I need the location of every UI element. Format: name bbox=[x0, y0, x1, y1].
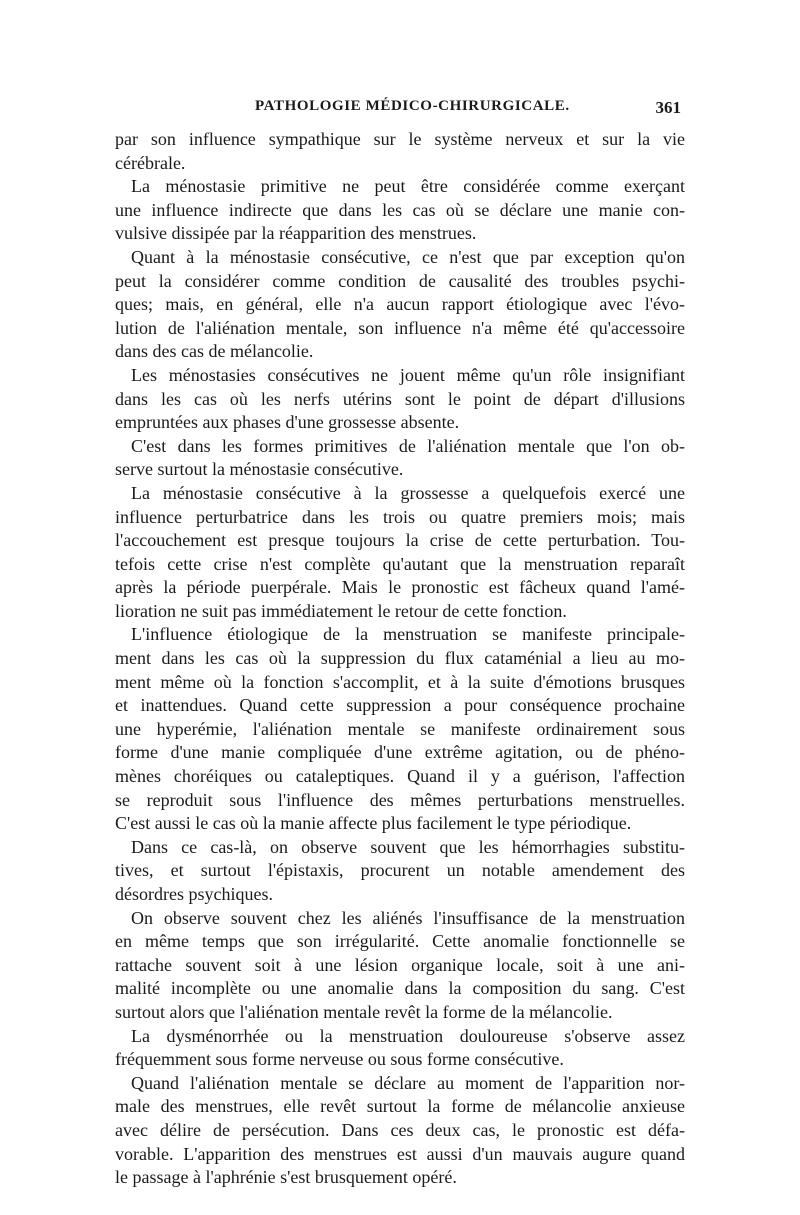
text-line: male des menstrues, elle revêt surtout la forme de mélancolie anxieuse bbox=[115, 1096, 685, 1117]
text-line: C'est dans les formes primitives de l'aliénation mentale que l'on ob- bbox=[131, 435, 685, 456]
text-line: La ménostasie primitive ne peut être considérée comme exerçant bbox=[131, 176, 685, 197]
text-line: ques; mais, en général, elle n'a aucun rapport étiologique avec l'évo- bbox=[115, 294, 685, 315]
text-line: Les ménostasies consécutives ne jouent même qu'un rôle insignifiant bbox=[131, 364, 685, 385]
text-line: ment même où la fonction s'accomplit, et à la suite d'émotions brusques bbox=[115, 671, 685, 692]
text-line: avec délire de persécution. Dans ces deux cas, le pronostic est défa- bbox=[115, 1119, 685, 1140]
text-line: vulsive dissipée par la réapparition des menstrues. bbox=[115, 223, 477, 244]
text-line: lioration ne suit pas immédiatement le retour de cette fonction. bbox=[115, 600, 567, 621]
running-title: PATHOLOGIE MÉDICO-CHIRURGICALE. bbox=[255, 98, 570, 114]
text-line: mènes choréiques ou cataleptiques. Quand il y a guérison, l'affection bbox=[115, 766, 685, 787]
text-line: tefois cette crise n'est complète qu'autant que la menstruation reparaît bbox=[115, 553, 685, 574]
text-line: peut la considérer comme condition de causalité des troubles psychi- bbox=[115, 270, 685, 291]
text-line: et inattendues. Quand cette suppression a pour conséquence prochaine bbox=[115, 695, 685, 716]
text-line: lution de l'aliénation mentale, son influence n'a même été qu'accessoire bbox=[115, 317, 685, 338]
text-line: L'influence étiologique de la menstruation se manifeste principale- bbox=[131, 624, 685, 645]
text-line: tives, et surtout l'épistaxis, procurent un notable amendement des bbox=[115, 860, 685, 881]
text-line: en même temps que son irrégularité. Cette anomalie fonctionnelle se bbox=[115, 931, 685, 952]
text-line: après la période puerpérale. Mais le pronostic est fâcheux quand l'amé- bbox=[115, 577, 685, 598]
text-line: désordres psychiques. bbox=[115, 884, 273, 904]
text-line: surtout alors que l'aliénation mentale revêt la forme de la mélancolie. bbox=[115, 1001, 613, 1022]
text-line: La ménostasie consécutive à la grossesse a quelquefois exercé une bbox=[131, 482, 685, 503]
text-line: influence perturbatrice dans les trois ou quatre premiers mois; mais bbox=[115, 506, 685, 527]
text-line: dans des cas de mélancolie. bbox=[115, 341, 314, 362]
text-line: Dans ce cas-là, on observe souvent que les hémorrhagies substitu- bbox=[131, 836, 685, 857]
text-line: malité incomplète ou une anomalie dans la composition du sang. C'est bbox=[115, 978, 685, 999]
text-line: Quant à la ménostasie consécutive, ce n'est que par exception qu'on bbox=[131, 246, 685, 267]
text-line: ment dans les cas où la suppression du flux cataménial a lieu au mo- bbox=[115, 648, 685, 669]
text-line: rattache souvent soit à une lésion organique locale, soit à une ani- bbox=[115, 954, 685, 975]
text-line: par son influence sympathique sur le système nerveux et sur la vie bbox=[115, 129, 685, 149]
page-header bbox=[115, 98, 685, 122]
text-line: La dysménorrhée ou la menstruation douloureuse s'observe assez bbox=[131, 1025, 685, 1046]
text-line: une hyperémie, l'aliénation mentale se manifeste ordinairement sous bbox=[115, 718, 685, 739]
text-line: empruntées aux phases d'une grossesse absente. bbox=[115, 412, 460, 433]
text-line: C'est aussi le cas où la manie affecte plus facilement le type périodique. bbox=[115, 813, 632, 834]
text-line: forme d'une manie compliquée d'une extrême agitation, ou de phéno- bbox=[115, 742, 685, 763]
text-line: dans les cas où les nerfs utérins sont le point de départ d'illusions bbox=[115, 388, 685, 409]
text-line: une influence indirecte que dans les cas où se déclare une manie con- bbox=[115, 199, 685, 220]
text-line: se reproduit sous l'influence des mêmes perturbations menstruelles. bbox=[115, 789, 685, 810]
text-line: le passage à l'aphrénie s'est brusquement opéré. bbox=[115, 1167, 457, 1188]
text-line: Quand l'aliénation mentale se déclare au moment de l'apparition nor- bbox=[131, 1072, 685, 1093]
text-line: serve surtout la ménostasie consécutive. bbox=[115, 459, 404, 480]
page-number: 361 bbox=[655, 98, 681, 117]
text-line: fréquemment sous forme nerveuse ou sous forme consécutive. bbox=[115, 1049, 564, 1070]
text-line: l'accouchement est presque toujours la crise de cette perturbation. Tou- bbox=[115, 530, 685, 551]
text-line: cérébrale. bbox=[115, 152, 186, 173]
text-line: On observe souvent chez les aliénés l'insuffisance de la menstruation bbox=[131, 907, 685, 928]
text-line: vorable. L'apparition des menstrues est aussi d'un mauvais augure quand bbox=[115, 1143, 685, 1164]
body-text bbox=[115, 128, 685, 1190]
